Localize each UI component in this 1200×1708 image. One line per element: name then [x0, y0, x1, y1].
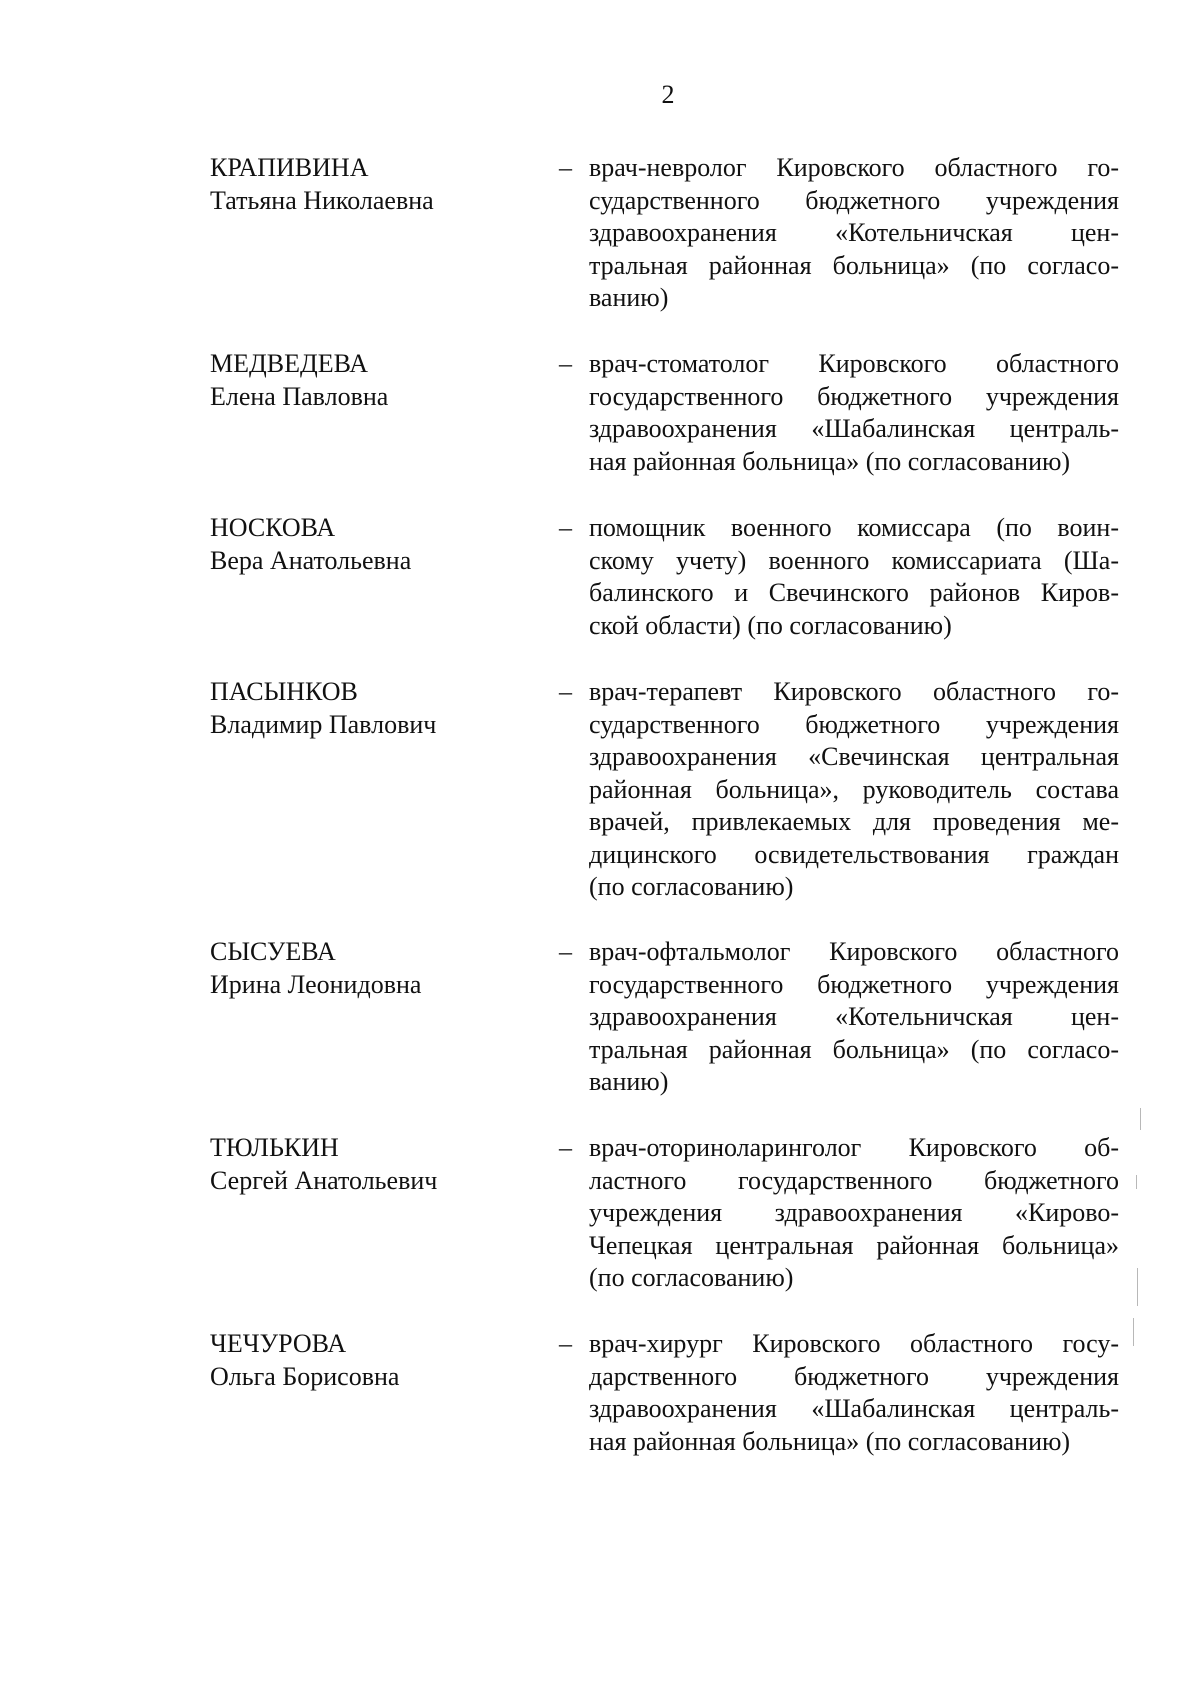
position-line: ная районная больница» (по согласованию) [589, 446, 1071, 476]
position-line: государственного бюджетного учреждения [589, 381, 1119, 411]
member-surname: ТЮЛЬКИН [210, 1133, 339, 1162]
member-name [210, 512, 540, 577]
member-surname: ПАСЫНКОВ [210, 677, 358, 706]
position-line: врач-стоматолог Кировского областного [589, 349, 1119, 378]
member-name [210, 676, 540, 741]
position-line: балинского и Свечинского районов Киров- [589, 578, 1119, 607]
position-line: сударственного бюджетного учреждения [589, 185, 1119, 215]
member-name [210, 152, 540, 217]
scan-mark [1133, 1318, 1134, 1346]
scan-mark [1136, 1175, 1137, 1189]
position-line: врач-хирург Кировского областного госу- [589, 1329, 1119, 1358]
position-line: ской области) (по согласованию) [589, 610, 952, 640]
position-line: ластного государственного бюджетного [589, 1165, 1119, 1195]
position-line: государственного бюджетного учреждения [589, 969, 1119, 999]
position-line: здравоохранения «Свечинская центральная [589, 742, 1119, 771]
member-position [589, 152, 1119, 315]
position-line: врач-терапевт Кировского областного го- [589, 677, 1119, 706]
position-line: врач-невролог Кировского областного го- [589, 153, 1119, 182]
dash-separator: – [559, 153, 572, 182]
member-surname: СЫСУЕВА [210, 937, 336, 966]
position-line: Чепецкая центральная районная больница» [589, 1230, 1119, 1260]
position-line: здравоохранения «Котельничская цен- [589, 1002, 1119, 1031]
member-surname: МЕДВЕДЕВА [210, 349, 369, 378]
position-line: сударственного бюджетного учреждения [589, 709, 1119, 739]
position-line: здравоохранения «Котельничская цен- [589, 218, 1119, 247]
member-given-names: Владимир Павлович [210, 709, 437, 739]
member-given-names: Сергей Анатольевич [210, 1165, 438, 1195]
member-given-names: Татьяна Николаевна [210, 185, 434, 215]
member-name [210, 936, 540, 1001]
member-position [589, 1328, 1119, 1458]
position-line: тральная районная больница» (по согласо- [589, 1034, 1119, 1064]
position-line: скому учету) военного комиссариата (Ша- [589, 545, 1119, 575]
dash-separator: – [559, 937, 572, 966]
position-line: (по согласованию) [589, 872, 794, 901]
member-position [589, 936, 1119, 1099]
position-line: помощник военного комиссара (по воин- [589, 513, 1119, 542]
dash-separator: – [559, 1329, 572, 1358]
member-given-names: Ольга Борисовна [210, 1361, 400, 1391]
dash-separator: – [559, 349, 572, 378]
scan-mark [1140, 1108, 1141, 1130]
page-number: 2 [661, 80, 675, 109]
member-position [589, 348, 1119, 478]
scan-mark [1137, 1268, 1138, 1306]
position-line: здравоохранения «Шабалинская централь- [589, 1394, 1119, 1423]
position-line: здравоохранения «Шабалинская централь- [589, 414, 1119, 443]
position-line: (по согласованию) [589, 1263, 794, 1292]
member-name [210, 1132, 540, 1197]
position-line: ванию) [589, 283, 669, 312]
member-name [210, 1328, 540, 1393]
member-surname: НОСКОВА [210, 513, 336, 542]
position-line: врач-оториноларинголог Кировского об- [589, 1133, 1119, 1162]
position-line: ванию) [589, 1067, 669, 1096]
position-line: районная больница», руководитель состава [589, 774, 1119, 804]
member-surname: ЧЕЧУРОВА [210, 1329, 347, 1358]
member-given-names: Елена Павловна [210, 381, 389, 411]
dash-separator: – [559, 1133, 572, 1162]
member-position [589, 512, 1119, 642]
position-line: дарственного бюджетного учреждения [589, 1361, 1119, 1391]
member-position [589, 676, 1119, 904]
dash-separator: – [559, 513, 572, 542]
member-position [589, 1132, 1119, 1295]
position-line: тральная районная больница» (по согласо- [589, 250, 1119, 280]
dash-separator: – [559, 677, 572, 706]
member-surname: КРАПИВИНА [210, 153, 369, 182]
member-given-names: Ирина Леонидовна [210, 969, 422, 999]
member-given-names: Вера Анатольевна [210, 545, 412, 575]
position-line: дицинского освидетельствования граждан [589, 839, 1119, 869]
position-line: ная районная больница» (по согласованию) [589, 1426, 1071, 1456]
position-line: врач-офтальмолог Кировского областного [589, 937, 1119, 966]
position-line: учреждения здравоохранения «Кирово- [589, 1198, 1119, 1227]
position-line: врачей, привлекаемых для проведения ме- [589, 807, 1119, 836]
member-name [210, 348, 540, 413]
